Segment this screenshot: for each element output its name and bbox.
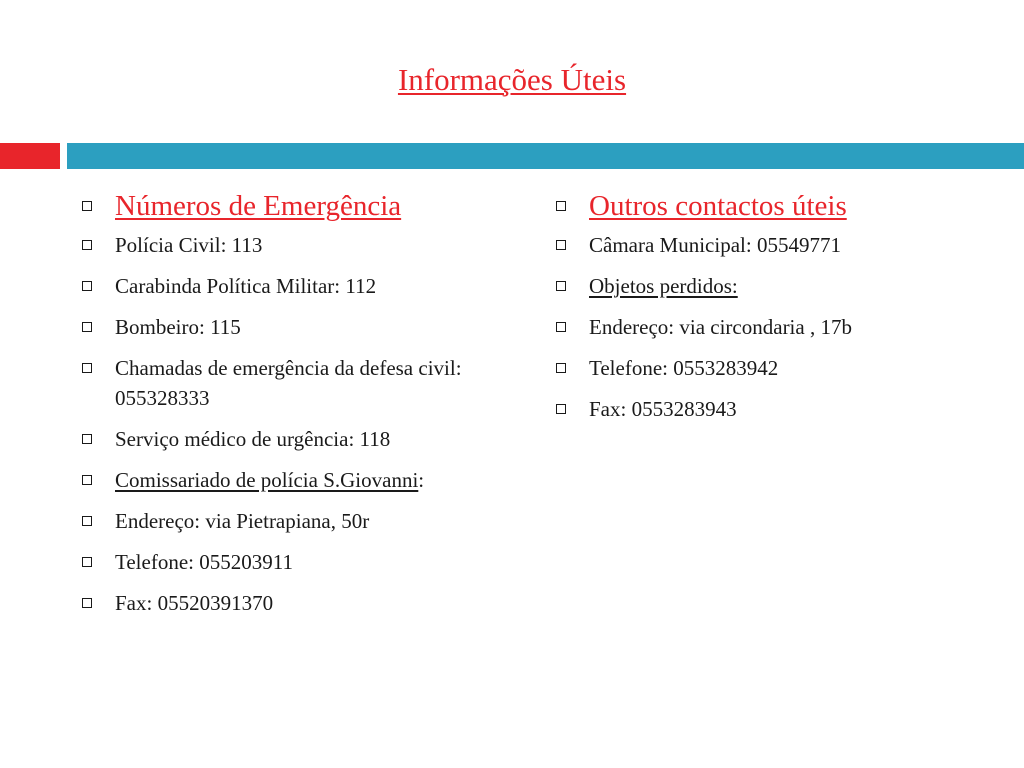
square-bullet-icon [82,557,92,567]
list-item [78,465,498,495]
list-item-text: Endereço: via circondaria , 17b [589,315,852,339]
square-bullet-icon [556,404,566,414]
list-item [552,394,992,424]
lost-objects-link[interactable]: Objetos perdidos: [589,274,738,298]
list-item-text: Carabinda Política Militar: 112 [115,274,377,298]
square-bullet-icon [82,201,92,211]
list-item-text: Bombeiro: 115 [115,315,241,339]
list-item [78,312,498,342]
other-contacts-list [552,186,992,435]
square-bullet-icon [82,598,92,608]
list-item-text: Chamadas de emergência da defesa civil: 055328333 [115,356,462,410]
square-bullet-icon [556,201,566,211]
list-item [78,588,498,618]
list-item [552,230,992,260]
emergency-numbers-list [78,186,498,629]
square-bullet-icon [82,322,92,332]
list-item [552,312,992,342]
other-contacts-heading: Outros contactos úteis [589,190,847,222]
list-item [78,230,498,260]
list-heading [552,186,992,226]
list-item-text: Endereço: via Pietrapiana, 50r [115,509,370,533]
list-item [552,271,992,301]
decorative-bar-blue [67,143,1024,169]
square-bullet-icon [82,475,92,485]
list-item [78,424,498,454]
square-bullet-icon [82,240,92,250]
list-item [78,547,498,577]
square-bullet-icon [82,281,92,291]
square-bullet-icon [556,322,566,332]
square-bullet-icon [556,363,566,373]
square-bullet-icon [556,240,566,250]
list-item-suffix: : [418,468,425,492]
list-item-text: Câmara Municipal: 05549771 [589,233,841,257]
square-bullet-icon [82,516,92,526]
decorative-bar-red [0,143,60,169]
square-bullet-icon [556,281,566,291]
list-item-text: Telefone: 055203911 [115,550,293,574]
list-item [78,353,498,413]
square-bullet-icon [82,363,92,373]
list-heading [78,186,498,226]
list-item-text: Telefone: 0553283942 [589,356,779,380]
list-item-text: Fax: 05520391370 [115,591,274,615]
emergency-numbers-heading: Números de Emergência [115,190,402,222]
list-item-text: Fax: 0553283943 [589,397,737,421]
list-item [78,271,498,301]
page-title: Informações Úteis [397,62,627,97]
list-item [552,353,992,383]
square-bullet-icon [82,434,92,444]
list-item-text: Serviço médico de urgência: 118 [115,427,391,451]
list-item [78,506,498,536]
police-station-link[interactable]: Comissariado de polícia S.Giovanni [115,468,419,492]
list-item-text: Polícia Civil: 113 [115,233,263,257]
